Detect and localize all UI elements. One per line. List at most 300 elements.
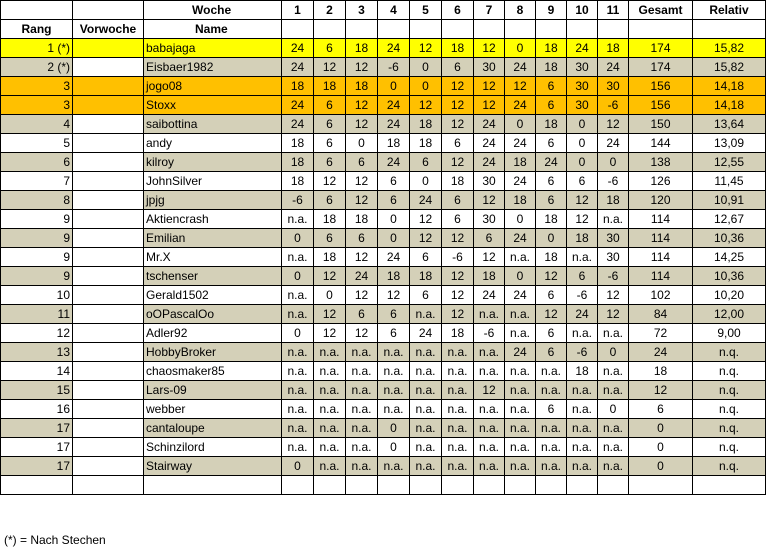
week-3-cell[interactable]: 18 — [346, 77, 378, 96]
vorwoche-cell[interactable] — [73, 457, 144, 476]
week-3-cell[interactable]: 12 — [346, 58, 378, 77]
week-8-cell[interactable]: 24 — [505, 229, 536, 248]
week-10-cell[interactable]: 6 — [567, 267, 598, 286]
week-6-cell[interactable]: 12 — [442, 267, 474, 286]
week-4-cell[interactable]: 18 — [378, 267, 410, 286]
week-11-cell[interactable]: 30 — [598, 229, 629, 248]
week-7-cell[interactable]: 24 — [474, 115, 505, 134]
week-9-cell[interactable]: 18 — [536, 39, 567, 58]
week-6-cell[interactable]: n.a. — [442, 419, 474, 438]
week-8-cell[interactable]: n.a. — [505, 419, 536, 438]
week-10-cell[interactable]: 0 — [567, 134, 598, 153]
rang-cell[interactable]: 3 — [1, 77, 73, 96]
week-10-cell[interactable]: n.a. — [567, 457, 598, 476]
week-11-cell[interactable]: 24 — [598, 58, 629, 77]
week-1-cell[interactable]: 24 — [282, 115, 314, 134]
header-blank[interactable] — [73, 1, 144, 20]
week-6-cell[interactable]: n.a. — [442, 381, 474, 400]
rang-cell[interactable]: 9 — [1, 248, 73, 267]
header-blank[interactable] — [505, 20, 536, 39]
week-10-cell[interactable]: 30 — [567, 96, 598, 115]
header-week-10[interactable]: 10 — [567, 1, 598, 20]
week-5-cell[interactable]: 0 — [410, 172, 442, 191]
week-2-cell[interactable]: n.a. — [314, 438, 346, 457]
name-cell[interactable]: oOPascalOo — [144, 305, 282, 324]
week-6-cell[interactable]: n.a. — [442, 343, 474, 362]
week-7-cell[interactable]: 12 — [474, 77, 505, 96]
week-6-cell[interactable]: 6 — [442, 134, 474, 153]
week-4-cell[interactable]: 24 — [378, 39, 410, 58]
week-10-cell[interactable]: n.a. — [567, 438, 598, 457]
rang-cell[interactable]: 17 — [1, 438, 73, 457]
week-3-cell[interactable]: 6 — [346, 153, 378, 172]
name-cell[interactable]: saibottina — [144, 115, 282, 134]
empty-cell[interactable] — [73, 476, 144, 495]
header-blank[interactable] — [598, 20, 629, 39]
week-6-cell[interactable]: 6 — [442, 210, 474, 229]
rang-cell[interactable]: 15 — [1, 381, 73, 400]
week-2-cell[interactable]: 18 — [314, 248, 346, 267]
week-9-cell[interactable]: n.a. — [536, 362, 567, 381]
rang-cell[interactable]: 7 — [1, 172, 73, 191]
relativ-cell[interactable]: 13,64 — [693, 115, 766, 134]
week-6-cell[interactable]: 12 — [442, 153, 474, 172]
gesamt-cell[interactable]: 114 — [629, 248, 693, 267]
gesamt-cell[interactable]: 18 — [629, 362, 693, 381]
week-6-cell[interactable]: 12 — [442, 286, 474, 305]
empty-cell[interactable] — [378, 476, 410, 495]
empty-cell[interactable] — [505, 476, 536, 495]
name-cell[interactable]: jogo08 — [144, 77, 282, 96]
header-rang[interactable]: Rang — [1, 20, 73, 39]
week-1-cell[interactable]: 0 — [282, 457, 314, 476]
week-5-cell[interactable]: n.a. — [410, 438, 442, 457]
week-7-cell[interactable]: n.a. — [474, 419, 505, 438]
header-week-2[interactable]: 2 — [314, 1, 346, 20]
week-3-cell[interactable]: 12 — [346, 248, 378, 267]
week-2-cell[interactable]: 18 — [314, 210, 346, 229]
week-5-cell[interactable]: 12 — [410, 229, 442, 248]
week-2-cell[interactable]: 6 — [314, 96, 346, 115]
rang-cell[interactable]: 5 — [1, 134, 73, 153]
header-week-6[interactable]: 6 — [442, 1, 474, 20]
empty-cell[interactable] — [598, 476, 629, 495]
week-7-cell[interactable]: 24 — [474, 134, 505, 153]
gesamt-cell[interactable]: 72 — [629, 324, 693, 343]
week-5-cell[interactable]: 0 — [410, 58, 442, 77]
week-3-cell[interactable]: 12 — [346, 96, 378, 115]
relativ-cell[interactable]: 14,18 — [693, 96, 766, 115]
header-week-9[interactable]: 9 — [536, 1, 567, 20]
week-5-cell[interactable]: 6 — [410, 286, 442, 305]
rang-cell[interactable]: 8 — [1, 191, 73, 210]
week-11-cell[interactable]: -6 — [598, 96, 629, 115]
relativ-cell[interactable]: 14,18 — [693, 77, 766, 96]
week-1-cell[interactable]: 24 — [282, 39, 314, 58]
week-8-cell[interactable]: 0 — [505, 210, 536, 229]
week-5-cell[interactable]: 24 — [410, 191, 442, 210]
empty-cell[interactable] — [442, 476, 474, 495]
week-6-cell[interactable]: 6 — [442, 191, 474, 210]
gesamt-cell[interactable]: 138 — [629, 153, 693, 172]
week-8-cell[interactable]: n.a. — [505, 457, 536, 476]
week-1-cell[interactable]: n.a. — [282, 286, 314, 305]
week-1-cell[interactable]: -6 — [282, 191, 314, 210]
week-2-cell[interactable]: 18 — [314, 77, 346, 96]
week-2-cell[interactable]: n.a. — [314, 457, 346, 476]
relativ-cell[interactable]: 9,00 — [693, 324, 766, 343]
week-11-cell[interactable]: 12 — [598, 115, 629, 134]
week-11-cell[interactable]: 12 — [598, 286, 629, 305]
week-3-cell[interactable]: n.a. — [346, 457, 378, 476]
week-3-cell[interactable]: 12 — [346, 172, 378, 191]
week-7-cell[interactable]: 30 — [474, 58, 505, 77]
week-1-cell[interactable]: n.a. — [282, 419, 314, 438]
week-2-cell[interactable]: n.a. — [314, 400, 346, 419]
name-cell[interactable]: Eisbaer1982 — [144, 58, 282, 77]
week-1-cell[interactable]: 18 — [282, 172, 314, 191]
week-9-cell[interactable]: 6 — [536, 400, 567, 419]
vorwoche-cell[interactable] — [73, 362, 144, 381]
week-7-cell[interactable]: 12 — [474, 248, 505, 267]
name-cell[interactable]: Lars-09 — [144, 381, 282, 400]
week-11-cell[interactable]: n.a. — [598, 210, 629, 229]
week-8-cell[interactable]: 12 — [505, 77, 536, 96]
week-7-cell[interactable]: 12 — [474, 96, 505, 115]
name-cell[interactable]: chaosmaker85 — [144, 362, 282, 381]
week-5-cell[interactable]: 18 — [410, 134, 442, 153]
week-7-cell[interactable]: 30 — [474, 210, 505, 229]
week-3-cell[interactable]: 12 — [346, 191, 378, 210]
header-week-3[interactable]: 3 — [346, 1, 378, 20]
week-10-cell[interactable]: n.a. — [567, 381, 598, 400]
week-1-cell[interactable]: n.a. — [282, 381, 314, 400]
gesamt-cell[interactable]: 174 — [629, 39, 693, 58]
week-9-cell[interactable]: 18 — [536, 58, 567, 77]
week-10-cell[interactable]: -6 — [567, 343, 598, 362]
week-2-cell[interactable]: 6 — [314, 191, 346, 210]
rang-cell[interactable]: 16 — [1, 400, 73, 419]
empty-cell[interactable] — [314, 476, 346, 495]
name-cell[interactable]: Stairway — [144, 457, 282, 476]
vorwoche-cell[interactable] — [73, 58, 144, 77]
week-10-cell[interactable]: 30 — [567, 58, 598, 77]
week-7-cell[interactable]: 18 — [474, 267, 505, 286]
week-8-cell[interactable]: n.a. — [505, 362, 536, 381]
week-11-cell[interactable]: 18 — [598, 191, 629, 210]
vorwoche-cell[interactable] — [73, 210, 144, 229]
week-9-cell[interactable]: 6 — [536, 191, 567, 210]
week-6-cell[interactable]: 12 — [442, 115, 474, 134]
week-10-cell[interactable]: 12 — [567, 210, 598, 229]
week-8-cell[interactable]: 18 — [505, 191, 536, 210]
week-9-cell[interactable]: 18 — [536, 210, 567, 229]
name-cell[interactable]: tschenser — [144, 267, 282, 286]
week-10-cell[interactable]: 18 — [567, 229, 598, 248]
week-9-cell[interactable]: 6 — [536, 172, 567, 191]
header-blank[interactable] — [282, 20, 314, 39]
vorwoche-cell[interactable] — [73, 248, 144, 267]
week-3-cell[interactable]: 12 — [346, 286, 378, 305]
week-8-cell[interactable]: 24 — [505, 172, 536, 191]
week-6-cell[interactable]: 6 — [442, 58, 474, 77]
week-8-cell[interactable]: n.a. — [505, 248, 536, 267]
header-name[interactable]: Name — [144, 20, 282, 39]
week-4-cell[interactable]: n.a. — [378, 400, 410, 419]
rang-cell[interactable]: 6 — [1, 153, 73, 172]
rang-cell[interactable]: 17 — [1, 457, 73, 476]
week-2-cell[interactable]: 0 — [314, 286, 346, 305]
relativ-cell[interactable]: n.q. — [693, 362, 766, 381]
week-2-cell[interactable]: 12 — [314, 324, 346, 343]
week-4-cell[interactable]: 12 — [378, 286, 410, 305]
week-2-cell[interactable]: 12 — [314, 58, 346, 77]
vorwoche-cell[interactable] — [73, 191, 144, 210]
week-5-cell[interactable]: 6 — [410, 248, 442, 267]
week-4-cell[interactable]: 24 — [378, 153, 410, 172]
week-7-cell[interactable]: n.a. — [474, 343, 505, 362]
week-5-cell[interactable]: n.a. — [410, 457, 442, 476]
week-7-cell[interactable]: -6 — [474, 324, 505, 343]
week-5-cell[interactable]: 12 — [410, 39, 442, 58]
week-2-cell[interactable]: 12 — [314, 267, 346, 286]
week-3-cell[interactable]: 0 — [346, 134, 378, 153]
week-6-cell[interactable]: n.a. — [442, 457, 474, 476]
week-7-cell[interactable]: n.a. — [474, 362, 505, 381]
week-9-cell[interactable]: 0 — [536, 229, 567, 248]
week-1-cell[interactable]: 0 — [282, 267, 314, 286]
week-10-cell[interactable]: 6 — [567, 172, 598, 191]
week-3-cell[interactable]: 6 — [346, 229, 378, 248]
empty-cell[interactable] — [693, 476, 766, 495]
header-blank[interactable] — [693, 20, 766, 39]
rang-cell[interactable]: 10 — [1, 286, 73, 305]
week-7-cell[interactable]: n.a. — [474, 438, 505, 457]
week-4-cell[interactable]: 6 — [378, 324, 410, 343]
gesamt-cell[interactable]: 24 — [629, 343, 693, 362]
name-cell[interactable]: cantaloupe — [144, 419, 282, 438]
gesamt-cell[interactable]: 174 — [629, 58, 693, 77]
name-cell[interactable]: Emilian — [144, 229, 282, 248]
week-4-cell[interactable]: n.a. — [378, 343, 410, 362]
week-1-cell[interactable]: 0 — [282, 324, 314, 343]
name-cell[interactable]: babajaga — [144, 39, 282, 58]
header-week-1[interactable]: 1 — [282, 1, 314, 20]
week-8-cell[interactable]: 24 — [505, 286, 536, 305]
week-8-cell[interactable]: 24 — [505, 96, 536, 115]
week-4-cell[interactable]: 6 — [378, 172, 410, 191]
rang-cell[interactable]: 12 — [1, 324, 73, 343]
gesamt-cell[interactable]: 144 — [629, 134, 693, 153]
week-5-cell[interactable]: n.a. — [410, 381, 442, 400]
header-woche[interactable]: Woche — [144, 1, 282, 20]
week-6-cell[interactable]: 12 — [442, 96, 474, 115]
name-cell[interactable]: Stoxx — [144, 96, 282, 115]
week-11-cell[interactable]: 0 — [598, 343, 629, 362]
vorwoche-cell[interactable] — [73, 343, 144, 362]
relativ-cell[interactable]: 12,00 — [693, 305, 766, 324]
week-2-cell[interactable]: 12 — [314, 305, 346, 324]
week-4-cell[interactable]: n.a. — [378, 381, 410, 400]
week-9-cell[interactable]: n.a. — [536, 457, 567, 476]
header-blank[interactable] — [378, 20, 410, 39]
header-blank[interactable] — [536, 20, 567, 39]
relativ-cell[interactable]: 11,45 — [693, 172, 766, 191]
week-7-cell[interactable]: 30 — [474, 172, 505, 191]
header-week-11[interactable]: 11 — [598, 1, 629, 20]
vorwoche-cell[interactable] — [73, 419, 144, 438]
vorwoche-cell[interactable] — [73, 134, 144, 153]
week-4-cell[interactable]: 24 — [378, 96, 410, 115]
name-cell[interactable]: HobbyBroker — [144, 343, 282, 362]
relativ-cell[interactable]: 13,09 — [693, 134, 766, 153]
vorwoche-cell[interactable] — [73, 115, 144, 134]
week-10-cell[interactable]: -6 — [567, 286, 598, 305]
week-2-cell[interactable]: 12 — [314, 172, 346, 191]
relativ-cell[interactable]: 10,36 — [693, 267, 766, 286]
header-week-4[interactable]: 4 — [378, 1, 410, 20]
week-9-cell[interactable]: 6 — [536, 96, 567, 115]
header-week-8[interactable]: 8 — [505, 1, 536, 20]
week-6-cell[interactable]: -6 — [442, 248, 474, 267]
gesamt-cell[interactable]: 120 — [629, 191, 693, 210]
relativ-cell[interactable]: 15,82 — [693, 58, 766, 77]
header-blank[interactable] — [474, 20, 505, 39]
week-2-cell[interactable]: 6 — [314, 153, 346, 172]
week-10-cell[interactable]: 24 — [567, 305, 598, 324]
week-8-cell[interactable]: n.a. — [505, 324, 536, 343]
week-11-cell[interactable]: n.a. — [598, 324, 629, 343]
vorwoche-cell[interactable] — [73, 267, 144, 286]
vorwoche-cell[interactable] — [73, 39, 144, 58]
name-cell[interactable]: Adler92 — [144, 324, 282, 343]
week-6-cell[interactable]: 12 — [442, 229, 474, 248]
week-5-cell[interactable]: n.a. — [410, 343, 442, 362]
week-1-cell[interactable]: n.a. — [282, 305, 314, 324]
week-10-cell[interactable]: n.a. — [567, 419, 598, 438]
week-9-cell[interactable]: n.a. — [536, 381, 567, 400]
week-6-cell[interactable]: 18 — [442, 324, 474, 343]
rang-cell[interactable]: 9 — [1, 210, 73, 229]
week-7-cell[interactable]: 12 — [474, 191, 505, 210]
week-5-cell[interactable]: 12 — [410, 210, 442, 229]
week-7-cell[interactable]: n.a. — [474, 400, 505, 419]
week-5-cell[interactable]: n.a. — [410, 419, 442, 438]
header-blank[interactable] — [442, 20, 474, 39]
week-9-cell[interactable]: 6 — [536, 324, 567, 343]
week-5-cell[interactable]: 24 — [410, 324, 442, 343]
header-blank[interactable] — [346, 20, 378, 39]
vorwoche-cell[interactable] — [73, 172, 144, 191]
week-4-cell[interactable]: 0 — [378, 438, 410, 457]
week-8-cell[interactable]: n.a. — [505, 438, 536, 457]
week-9-cell[interactable]: n.a. — [536, 419, 567, 438]
week-1-cell[interactable]: n.a. — [282, 362, 314, 381]
week-11-cell[interactable]: n.a. — [598, 362, 629, 381]
relativ-cell[interactable]: 14,25 — [693, 248, 766, 267]
vorwoche-cell[interactable] — [73, 77, 144, 96]
week-7-cell[interactable]: 12 — [474, 39, 505, 58]
name-cell[interactable]: Mr.X — [144, 248, 282, 267]
week-1-cell[interactable]: n.a. — [282, 438, 314, 457]
week-11-cell[interactable]: -6 — [598, 172, 629, 191]
week-3-cell[interactable]: n.a. — [346, 438, 378, 457]
empty-cell[interactable] — [629, 476, 693, 495]
week-8-cell[interactable]: 18 — [505, 153, 536, 172]
week-7-cell[interactable]: 12 — [474, 381, 505, 400]
week-6-cell[interactable]: 12 — [442, 77, 474, 96]
week-2-cell[interactable]: n.a. — [314, 362, 346, 381]
empty-cell[interactable] — [282, 476, 314, 495]
gesamt-cell[interactable]: 6 — [629, 400, 693, 419]
vorwoche-cell[interactable] — [73, 153, 144, 172]
week-11-cell[interactable]: 24 — [598, 134, 629, 153]
rang-cell[interactable]: 13 — [1, 343, 73, 362]
week-4-cell[interactable]: 0 — [378, 229, 410, 248]
empty-cell[interactable] — [536, 476, 567, 495]
name-cell[interactable]: JohnSilver — [144, 172, 282, 191]
name-cell[interactable]: Aktiencrash — [144, 210, 282, 229]
week-5-cell[interactable]: n.a. — [410, 362, 442, 381]
vorwoche-cell[interactable] — [73, 324, 144, 343]
week-1-cell[interactable]: n.a. — [282, 210, 314, 229]
week-9-cell[interactable]: 18 — [536, 115, 567, 134]
relativ-cell[interactable]: n.q. — [693, 400, 766, 419]
rang-cell[interactable]: 2 (*) — [1, 58, 73, 77]
gesamt-cell[interactable]: 0 — [629, 457, 693, 476]
week-3-cell[interactable]: n.a. — [346, 419, 378, 438]
week-1-cell[interactable]: 18 — [282, 77, 314, 96]
week-3-cell[interactable]: n.a. — [346, 362, 378, 381]
week-8-cell[interactable]: 0 — [505, 39, 536, 58]
header-vorwoche[interactable]: Vorwoche — [73, 20, 144, 39]
name-cell[interactable]: andy — [144, 134, 282, 153]
week-8-cell[interactable]: 24 — [505, 343, 536, 362]
week-3-cell[interactable]: n.a. — [346, 343, 378, 362]
gesamt-cell[interactable]: 102 — [629, 286, 693, 305]
week-2-cell[interactable]: n.a. — [314, 343, 346, 362]
relativ-cell[interactable]: 10,20 — [693, 286, 766, 305]
rang-cell[interactable]: 4 — [1, 115, 73, 134]
rang-cell[interactable]: 3 — [1, 96, 73, 115]
week-4-cell[interactable]: n.a. — [378, 362, 410, 381]
week-10-cell[interactable]: n.a. — [567, 400, 598, 419]
week-3-cell[interactable]: 12 — [346, 115, 378, 134]
week-1-cell[interactable]: n.a. — [282, 400, 314, 419]
gesamt-cell[interactable]: 126 — [629, 172, 693, 191]
week-9-cell[interactable]: 6 — [536, 134, 567, 153]
rang-cell[interactable]: 17 — [1, 419, 73, 438]
vorwoche-cell[interactable] — [73, 286, 144, 305]
week-10-cell[interactable]: 18 — [567, 362, 598, 381]
week-10-cell[interactable]: n.a. — [567, 248, 598, 267]
week-1-cell[interactable]: 0 — [282, 229, 314, 248]
header-blank[interactable] — [1, 1, 73, 20]
relativ-cell[interactable]: 10,91 — [693, 191, 766, 210]
week-3-cell[interactable]: n.a. — [346, 381, 378, 400]
name-cell[interactable]: Gerald1502 — [144, 286, 282, 305]
week-4-cell[interactable]: 0 — [378, 419, 410, 438]
week-3-cell[interactable]: 6 — [346, 305, 378, 324]
week-7-cell[interactable]: n.a. — [474, 305, 505, 324]
week-11-cell[interactable]: 0 — [598, 153, 629, 172]
week-6-cell[interactable]: n.a. — [442, 438, 474, 457]
week-11-cell[interactable]: 12 — [598, 305, 629, 324]
gesamt-cell[interactable]: 114 — [629, 210, 693, 229]
header-blank[interactable] — [629, 20, 693, 39]
gesamt-cell[interactable]: 156 — [629, 77, 693, 96]
week-10-cell[interactable]: 0 — [567, 115, 598, 134]
